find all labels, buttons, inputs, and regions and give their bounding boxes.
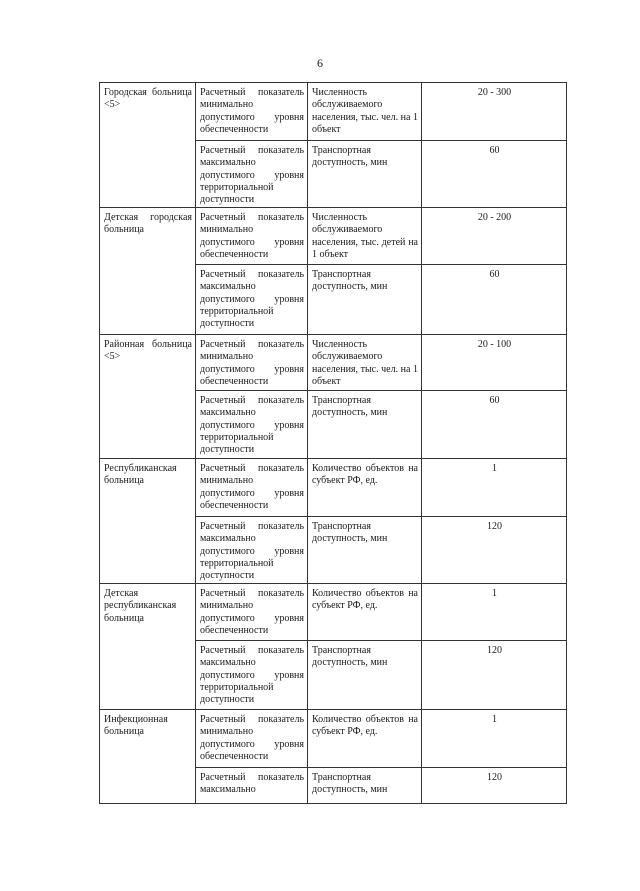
value-cell: 1	[422, 710, 567, 768]
indicator-cell: Расчетный показатель минимально допустимого уровня обеспеченности	[196, 459, 308, 517]
page-number: 6	[317, 56, 323, 70]
value-cell: 20 - 300	[422, 83, 567, 141]
value-cell: 120	[422, 768, 567, 804]
unit-cell: Численность обслуживаемого населения, тыс. чел. на 1 объект	[308, 83, 422, 141]
value-cell: 20 - 200	[422, 208, 567, 265]
unit-cell: Транспортная доступность, мин	[308, 768, 422, 804]
unit-cell: Транспортная доступность, мин	[308, 141, 422, 208]
norms-table	[99, 82, 567, 804]
value-cell: 20 - 100	[422, 335, 567, 391]
value-cell: 60	[422, 265, 567, 335]
table-row	[100, 83, 567, 141]
indicator-cell: Расчетный показатель максимально	[196, 768, 308, 804]
unit-cell: Количество объектов на субъект РФ, ед.	[308, 584, 422, 641]
indicator-cell: Расчетный показатель максимально допустимого уровня территориальной доступности	[196, 141, 308, 208]
facility-name: Детская республиканская больница	[104, 588, 177, 624]
unit-cell: Численность обслуживаемого населения, тыс. детей на 1 объект	[308, 208, 422, 265]
facility-name: Городская больница <5>	[104, 87, 192, 111]
indicator-cell: Расчетный показатель максимально допустимого уровня территориальной доступности	[196, 641, 308, 710]
unit-cell: Количество объектов на субъект РФ, ед.	[308, 459, 422, 517]
value-cell: 60	[422, 391, 567, 459]
facility-name-cell	[100, 83, 196, 208]
table-row	[100, 459, 567, 517]
indicator-cell: Расчетный показатель минимально допустимого уровня обеспеченности	[196, 710, 308, 768]
table-row	[100, 584, 567, 641]
indicator-cell: Расчетный показатель минимально допустимого уровня обеспеченности	[196, 584, 308, 641]
unit-cell: Численность обслуживаемого населения, тыс. чел. на 1 объект	[308, 335, 422, 391]
facility-name: Районная больница <5>	[104, 339, 192, 363]
facility-name-cell	[100, 459, 196, 584]
facility-name-cell	[100, 710, 196, 804]
table-row	[100, 208, 567, 265]
indicator-cell: Расчетный показатель максимально допустимого уровня территориальной доступности	[196, 391, 308, 459]
indicator-cell: Расчетный показатель минимально допустимого уровня обеспеченности	[196, 83, 308, 141]
unit-cell: Количество объектов на субъект РФ, ед.	[308, 710, 422, 768]
value-cell: 1	[422, 584, 567, 641]
unit-cell: Транспортная доступность, мин	[308, 517, 422, 584]
value-cell: 1	[422, 459, 567, 517]
facility-name: Республиканская больница	[104, 463, 177, 487]
indicator-cell: Расчетный показатель минимально допустимого уровня обеспеченности	[196, 335, 308, 391]
facility-name-cell	[100, 208, 196, 335]
table-row	[100, 710, 567, 768]
facility-name: Инфекционная больница	[104, 714, 168, 738]
unit-cell: Транспортная доступность, мин	[308, 265, 422, 335]
unit-cell: Транспортная доступность, мин	[308, 641, 422, 710]
facility-name: Детская городская больница	[104, 212, 192, 236]
indicator-cell: Расчетный показатель минимально допустимого уровня обеспеченности	[196, 208, 308, 265]
indicator-cell: Расчетный показатель максимально допустимого уровня территориальной доступности	[196, 265, 308, 335]
facility-name-cell	[100, 584, 196, 710]
facility-name-cell	[100, 335, 196, 459]
table-row	[100, 335, 567, 391]
unit-cell: Транспортная доступность, мин	[308, 391, 422, 459]
value-cell: 120	[422, 517, 567, 584]
value-cell: 60	[422, 141, 567, 208]
indicator-cell: Расчетный показатель максимально допустимого уровня территориальной доступности	[196, 517, 308, 584]
value-cell: 120	[422, 641, 567, 710]
